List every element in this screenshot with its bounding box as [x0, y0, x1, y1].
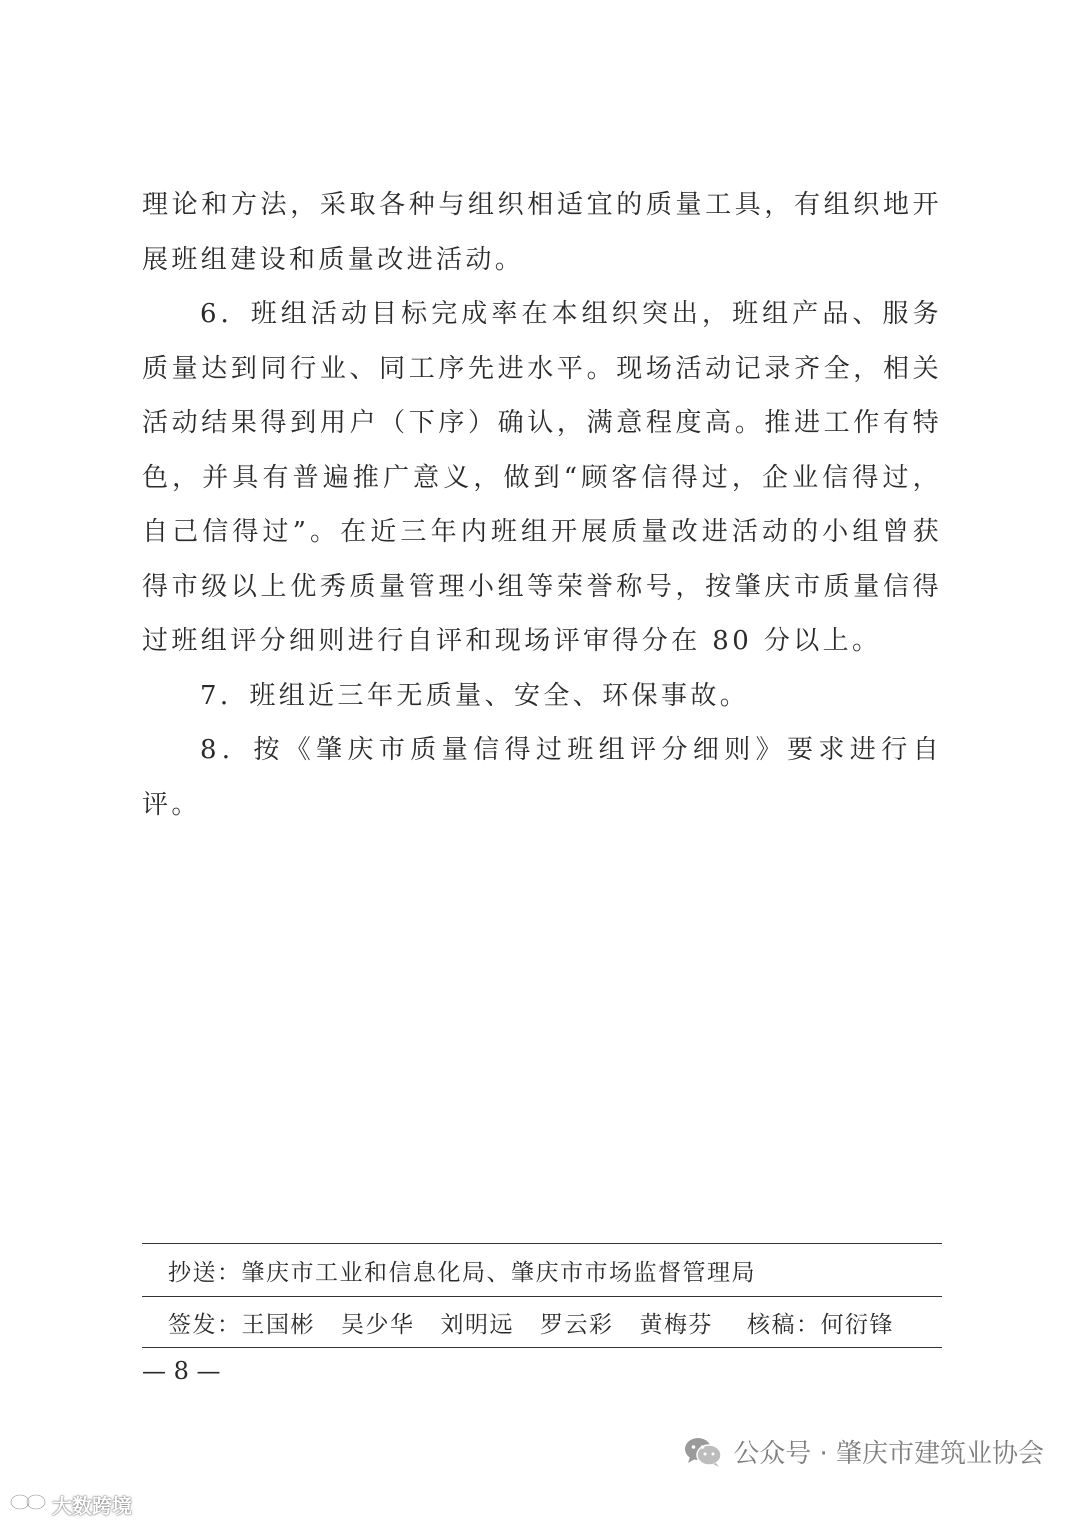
footer-bottom-rule [142, 1347, 942, 1348]
signer-name: 黄梅芬 [639, 1312, 713, 1338]
watermark [683, 1433, 1044, 1470]
signer-name: 吴少华 [341, 1312, 415, 1338]
footer-top-rule [142, 1243, 942, 1244]
corner-logo-text: 大数跨境 [52, 1494, 132, 1518]
footer-middle-rule [142, 1296, 942, 1297]
paragraph-item-8: 8．按《肇庆市质量信得过班组评分细则》要求进行自评。 [142, 735, 942, 820]
wechat-icon [683, 1436, 723, 1468]
signer-name: 王国彬 [241, 1312, 315, 1338]
corner-logo [8, 1490, 132, 1519]
signer-name: 刘明远 [440, 1312, 514, 1338]
paragraph-continuation: 理论和方法，采取各种与组织相适宜的质量工具，有组织地开展班组建设和质量改进活动。 [142, 190, 942, 275]
signer-label: 签发： [168, 1312, 242, 1338]
cc-line [168, 1254, 756, 1287]
reviewer-name: 何衍锋 [820, 1312, 894, 1338]
signature-line [168, 1306, 918, 1339]
page-number: — 8 — [142, 1357, 221, 1385]
document-body [142, 178, 942, 832]
cc-label: 抄送： [168, 1260, 242, 1286]
signer-name: 罗云彩 [540, 1312, 614, 1338]
paragraph-item-7: 7．班组近三年无质量、安全、环保事故。 [200, 680, 750, 711]
paragraph-item-6: 6．班组活动目标完成率在本组织突出，班组产品、服务质量达到同行业、同工序先进水平。现场活动记录齐全，相关活动结果得到用户（下序）确认，满意程度高。推进工作有特色，并具有普遍推广意义，做到“顾客信得过，企业信得过，自己信得过”。在近三年内班组开展质量改进活动的小组曾获得市级以上优秀质量管理小组等荣誉称号，按肇庆市质量信得过班组评分细则进行自评和现场评审得分在 80 分以上。 [142, 299, 942, 656]
watermark-text: 公众号 · 肇庆市建筑业协会 [733, 1439, 1044, 1469]
eye-logo-icon [8, 1491, 48, 1518]
reviewer-label: 核稿： [747, 1312, 821, 1338]
cc-recipients: 肇庆市工业和信息化局、肇庆市市场监督管理局 [241, 1260, 756, 1286]
